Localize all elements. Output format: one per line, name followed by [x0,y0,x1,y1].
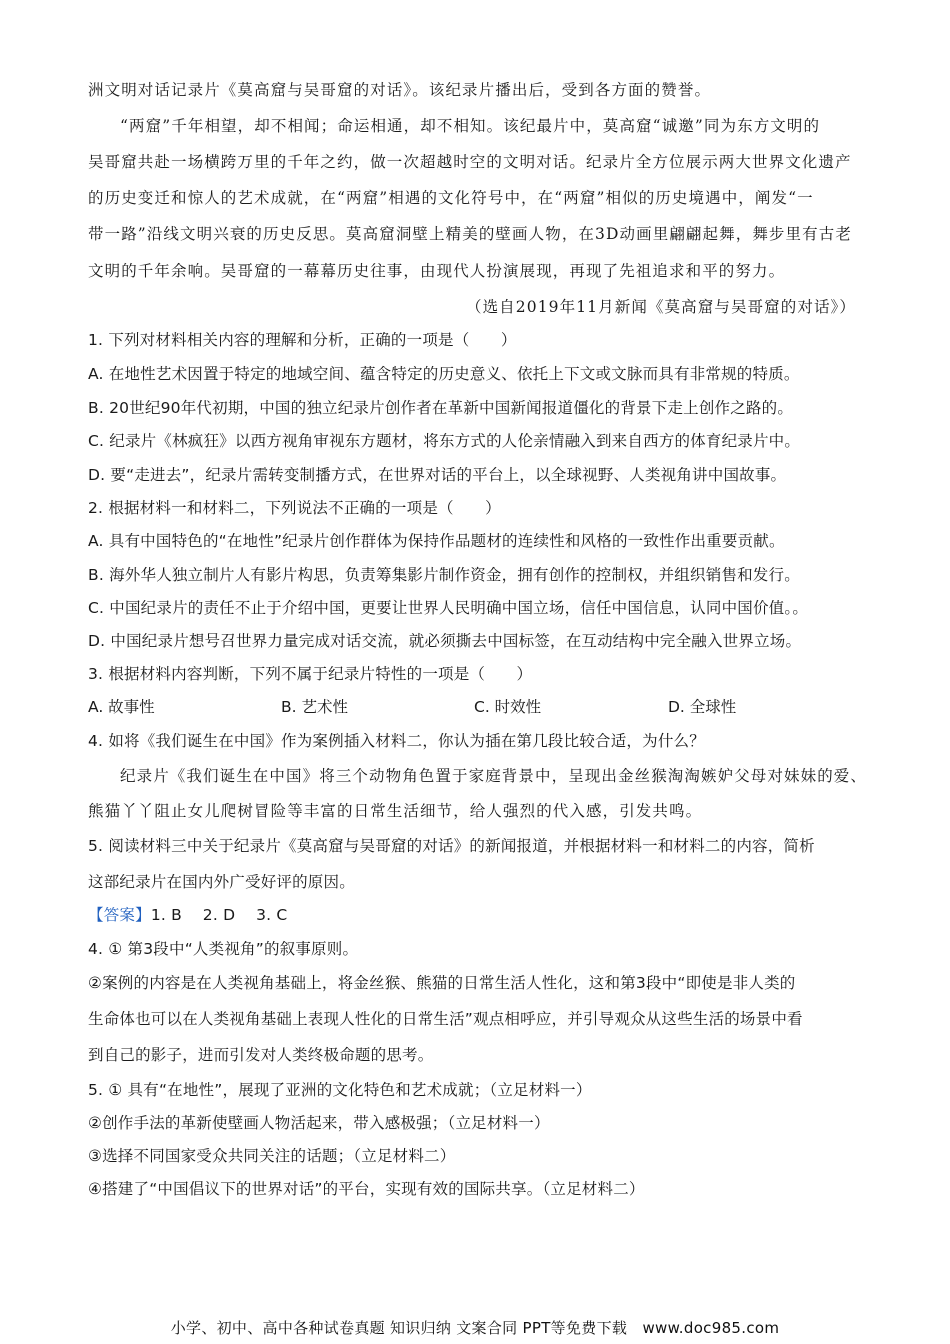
answer-choices-line [88,905,287,925]
material-line: 洲文明对话记录片《莫高窟与吴哥窟的对话》。该纪录片播出后，受到各方面的赞誉。 [88,81,712,99]
question-4-case-line: 熊猫丫丫阻止女儿爬树冒险等丰富的日常生活细节，给人强烈的代入感，引发共鸣。 [88,802,703,820]
answer-5-line: 5. ① 具有“在地性”，展现了亚洲的文化特色和艺术成就；（立足材料一） [88,1081,592,1099]
answer-4-line: 4. ① 第3段中“人类视角”的叙事原则。 [88,940,359,958]
answer-tag: 【答案】 [88,906,151,924]
question-2-option-a: A. 具有中国特色的“在地性”纪录片创作群体为保持作品题材的连续性和风格的一致性作出重要贡献。 [88,532,785,550]
question-1-option-a: A. 在地性艺术因置于特定的地域空间、蕴含特定的历史意义、依托上下文或文脉而具有非常规的特质。 [88,365,800,383]
source-citation: （选自2019年11月新闻《莫高窟与吴哥窟的对话》） [465,298,856,316]
question-3-option-d: D. 全球性 [668,698,737,716]
page-footer: 小学、初中、高中各种试卷真题 知识归纳 文案合同 PPT等免费下载 www.doc985.com [170,1319,780,1337]
answer-4-line: ②案例的内容是在人类视角基础上，将金丝猴、熊猫的日常生活人性化，这和第3段中“即使是非人类的 [88,974,796,992]
answer-4-line: 到自己的影子，进而引发对人类终极命题的思考。 [88,1046,434,1064]
answer-5-line: ③选择不同国家受众共同关注的话题；（立足材料二） [88,1147,456,1165]
question-1-option-d: D. 要“走进去”，纪录片需转变制播方式，在世界对话的平台上，以全球视野、人类视角讲中国故事。 [88,466,787,484]
question-5-stem-line: 这部纪录片在国内外广受好评的原因。 [88,873,355,891]
question-3-option-b: B. 艺术性 [281,698,348,716]
question-5-stem-line: 5. 阅读材料三中关于纪录片《莫高窟与吴哥窟的对话》的新闻报道，并根据材料一和材料二的内容，简析 [88,837,815,855]
answer-5-line: ④搭建了“中国倡议下的世界对话”的平台，实现有效的国际共享。（立足材料二） [88,1180,645,1198]
question-4-stem: 4. 如将《我们诞生在中国》作为案例插入材料二，你认为插在第几段比较合适，为什么？ [88,732,705,750]
question-1-option-b: B. 20世纪90年代初期，中国的独立纪录片创作者在革新中国新闻报道僵化的背景下走上创作之路的。 [88,399,794,417]
material-line: 的历史变迁和惊人的艺术成就，在“两窟”相遇的文化符号中，在“两窟”相似的历史境遇中，阐发“一 [88,189,814,207]
answer-5-line: ②创作手法的革新使壁画人物活起来，带入感极强；（立足材料一） [88,1114,550,1132]
question-1-stem: 1. 下列对材料相关内容的理解和分析，正确的一项是（ ） [88,331,517,349]
question-2-option-d: D. 中国纪录片想号召世界力量完成对话交流，就必须撕去中国标签，在互动结构中完全融入世界立场。 [88,632,802,650]
material-line: “两窟”千年相望，却不相闻；命运相通，却不相知。该纪最片中，莫高窟“诚邀”同为东方文明的 [120,117,821,135]
question-3-option-c: C. 时效性 [474,698,542,716]
question-2-option-b: B. 海外华人独立制片人有影片构思，负责筹集影片制作资金，拥有创作的控制权，并组织销售和发行。 [88,566,800,584]
question-4-case-line: 纪录片《我们诞生在中国》将三个动物角色置于家庭背景中，呈现出金丝猴淘淘嫉妒父母对妹妹的爱、 [120,767,868,785]
question-2-stem: 2. 根据材料一和材料二，下列说法不正确的一项是（ ） [88,499,501,517]
question-2-option-c: C. 中国纪录片的责任不止于介绍中国，更要让世界人民明确中国立场，信任中国信息，认同中国价值。。 [88,599,809,617]
question-3-stem: 3. 根据材料内容判断，下列不属于纪录片特性的一项是（ ） [88,665,533,683]
answer-choices: 1. B 2. D 3. C [150,906,288,924]
material-line: 带一路”沿线文明兴衰的历史反思。莫高窟洞壁上精美的壁画人物，在3D动画里翩翩起舞，舞步里有古老 [88,225,852,243]
question-3-option-a: A. 故事性 [88,698,155,716]
answer-4-line: 生命体也可以在人类视角基础上表现人性化的日常生活”观点相呼应，并引导观众从这些生活的场景中看 [88,1010,803,1028]
material-line: 文明的千年余响。吴哥窟的一幕幕历史往事，由现代人扮演展现，再现了先祖追求和平的努力。 [88,262,786,280]
material-line: 吴哥窟共赴一场横跨万里的千年之约，做一次超越时空的文明对话。纪录片全方位展示两大世界文化遗产 [88,153,852,171]
question-1-option-c: C. 纪录片《林疯狂》以西方视角审视东方题材，将东方式的人伦亲情融入到来自西方的体育纪录片中。 [88,432,801,450]
